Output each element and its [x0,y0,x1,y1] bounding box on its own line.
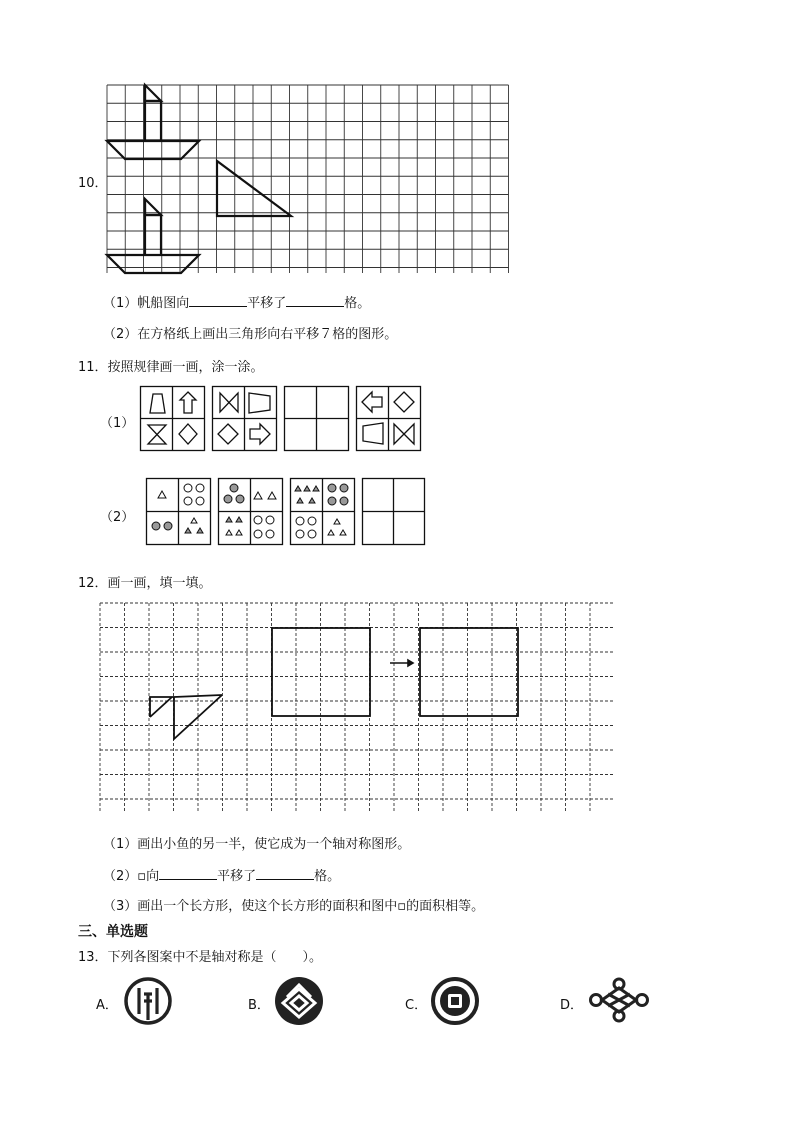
q10-grid-figure [107,85,511,275]
square-left [272,628,370,716]
q13-title: 13．下列各图案中不是轴对称是（ ）。 [78,950,323,965]
q12-sub3: （3）画出一个长方形，使这个长方形的面积和图中▫的面积相等。 [103,899,485,914]
q10-sub1: （1）帆船图向 平移了 格。 [103,296,371,311]
square-right [420,628,518,716]
q10-number: 10． [78,176,108,191]
section-title: 三、单选题 [78,924,148,940]
logo-c-icon [429,975,481,1027]
logo-a-icon [123,976,173,1026]
q13-option-a[interactable]: A． [96,998,118,1013]
arrow-right-icon [390,660,413,666]
q11-label-1: （1） [100,416,135,431]
q13-option-c[interactable]: C． [405,998,428,1013]
logo-d-icon [588,978,650,1022]
q12-blank-direction[interactable] [159,867,217,880]
q10-sub2: （2）在方格纸上画出三角形向右平移７格的图形。 [103,327,398,342]
q12-title: 12．画一画，填一填。 [78,576,212,591]
sailboat-top [107,85,199,159]
q11-row1 [140,386,422,452]
sailboat-bottom [107,199,199,273]
q11-title: 11．按照规律画一画，涂一涂。 [78,360,264,375]
q13-option-b[interactable]: B． [248,998,270,1013]
fish-half [150,695,222,739]
q10-blank-direction[interactable] [189,294,247,307]
logo-b-icon [273,975,325,1027]
q13-option-d[interactable]: D． [560,998,584,1013]
q10-blank-count[interactable] [286,294,344,307]
triangle [217,161,291,216]
q12-sub1: （1）画出小鱼的另一半，使它成为一个轴对称图形。 [103,837,411,852]
q11-row2 [146,478,428,548]
q12-blank-count[interactable] [256,867,314,880]
q12-grid-figure [100,603,620,815]
q12-sub2: （2）▫向 平移了 格。 [103,869,341,884]
q11-label-2: （2） [100,510,135,525]
